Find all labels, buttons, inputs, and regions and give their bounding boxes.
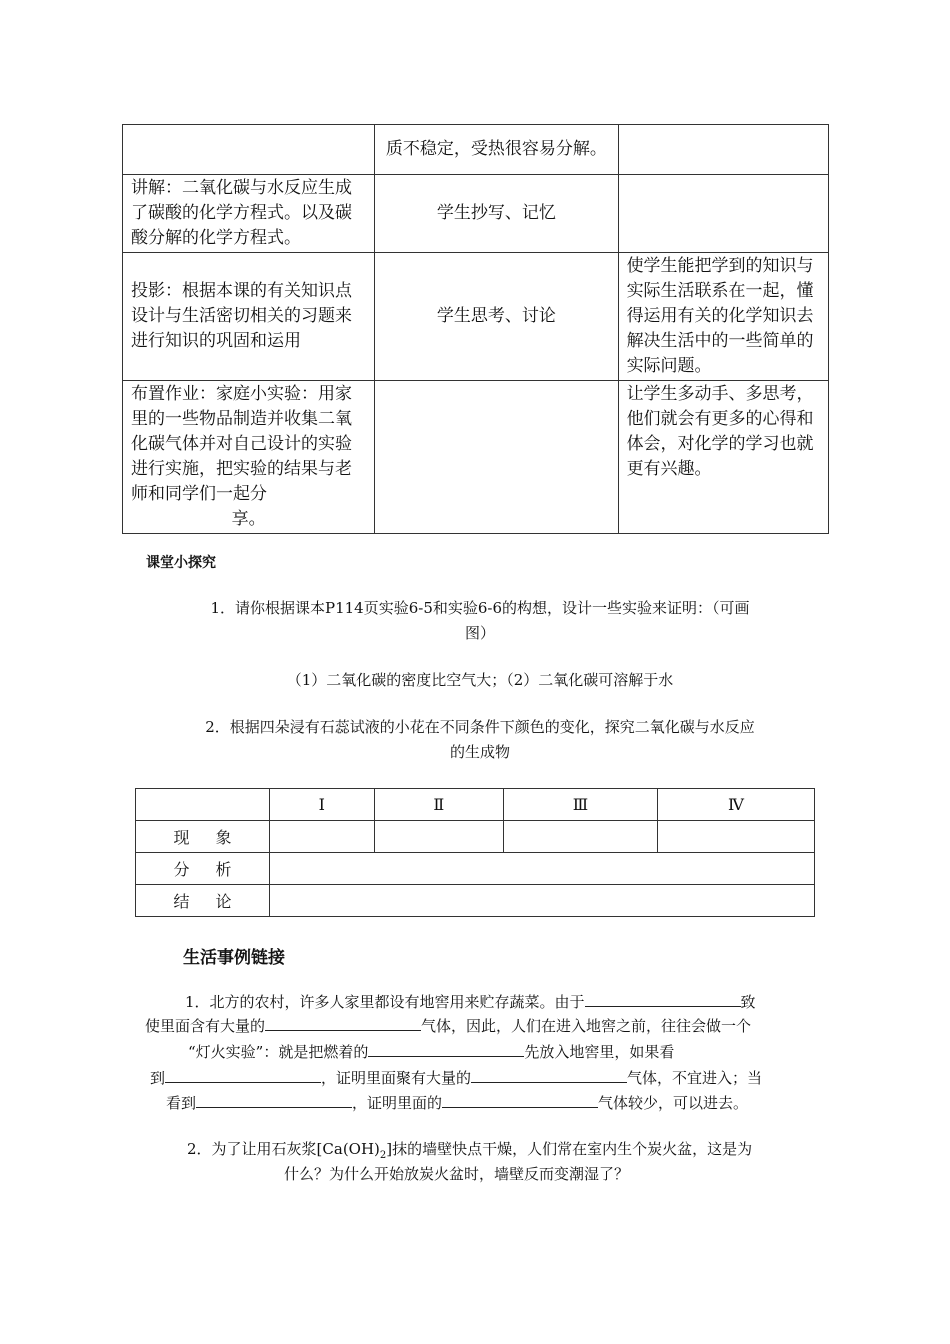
table-row xyxy=(136,885,815,917)
table-row xyxy=(123,125,829,175)
teacher-cell: 投影：根据本课的有关知识点设计与生活密切相关的习题来进行知识的巩固和运用 xyxy=(123,253,375,381)
question-1-line: 1．请你根据课本P114页实验6-5和实验6-6的构想，设计一些实验来证明：（可画 xyxy=(210,599,750,617)
answer-cell[interactable] xyxy=(657,821,814,853)
answer-cell[interactable] xyxy=(374,821,503,853)
paragraph-line: 什么？为什么开始放炭火盆时，墙壁反而变潮湿了？ xyxy=(284,1165,630,1183)
paragraph-line: 看到 ，证明里面的 气体较少，可以进去。 xyxy=(166,1091,748,1116)
column-header: Ⅲ xyxy=(503,789,657,821)
question-2-line: 2．根据四朵浸有石蕊试液的小花在不同条件下颜色的变化，探究二氧化碳与水反应 xyxy=(205,718,755,736)
table-row xyxy=(136,821,815,853)
column-header: Ⅰ xyxy=(270,789,375,821)
question-1 xyxy=(140,596,820,646)
teacher-cell xyxy=(123,125,375,175)
column-header: Ⅳ xyxy=(657,789,814,821)
row-header: 现象 xyxy=(136,821,270,853)
question-1-line: 图） xyxy=(464,624,495,642)
answer-cell[interactable] xyxy=(503,821,657,853)
fill-blank[interactable] xyxy=(585,990,741,1007)
paragraph-line: 到 ，证明里面聚有大量的 气体，不宜进入；当 xyxy=(150,1066,762,1091)
paragraph-line: 2．为了让用石灰浆$[Ca(OH)_2]$抹的墙壁快点干燥，人们常在室内生个炭火盆，这是为 xyxy=(187,1140,753,1161)
teacher-text: 布置作业：家庭小实验：用家里的一些物品制造并收集二氧化碳气体并对自己设计的实验进行实施，把实验的结果与老师和同学们一起分 xyxy=(131,384,352,504)
question-2 xyxy=(140,715,820,765)
purpose-cell: 让学生多动手、多思考，他们就会有更多的心得和体会，对化学的学习也就更有兴趣。 xyxy=(618,381,828,534)
table-row xyxy=(123,381,829,534)
answer-cell[interactable] xyxy=(270,885,815,917)
purpose-cell xyxy=(618,125,828,175)
question-2-line: 的生成物 xyxy=(449,743,510,761)
table-row xyxy=(123,253,829,381)
fill-blank[interactable] xyxy=(442,1091,598,1108)
fill-blank[interactable] xyxy=(196,1091,352,1108)
section-heading: 生活事例链接 xyxy=(183,948,285,968)
teacher-cell xyxy=(123,381,375,534)
row-header: 分析 xyxy=(136,853,270,885)
answer-cell[interactable] xyxy=(270,821,375,853)
fill-blank[interactable] xyxy=(165,1066,321,1083)
table-header-row xyxy=(136,789,815,821)
flower-table xyxy=(135,788,815,917)
table-row xyxy=(123,175,829,253)
lesson-table xyxy=(122,124,829,534)
purpose-cell: 使学生能把学到的知识与实际生活联系在一起，懂得运用有关的化学知识去解决生活中的一些简单的实际问题。 xyxy=(618,253,828,381)
row-header: 结论 xyxy=(136,885,270,917)
fill-blank[interactable] xyxy=(265,1014,421,1031)
teacher-cell: 讲解：二氧化碳与水反应生成了碳酸的化学方程式。以及碳酸分解的化学方程式。 xyxy=(123,175,375,253)
paragraph-line: 1．北方的农村，许多人家里都设有地窖用来贮存蔬菜。由于 致 xyxy=(185,990,756,1015)
paragraph-line: “灯火实验”：就是把燃着的 先放入地窖里，如果看 xyxy=(188,1040,674,1065)
student-cell: 学生抄写、记忆 xyxy=(375,175,618,253)
corner-cell xyxy=(136,789,270,821)
fill-blank[interactable] xyxy=(471,1066,627,1083)
section-heading: 课堂小探究 xyxy=(146,555,216,571)
student-cell xyxy=(375,381,618,534)
purpose-cell xyxy=(618,175,828,253)
column-header: Ⅱ xyxy=(374,789,503,821)
fill-blank[interactable] xyxy=(368,1040,524,1057)
table-row xyxy=(136,853,815,885)
student-cell: 学生思考、讨论 xyxy=(375,253,618,381)
answer-cell[interactable] xyxy=(270,853,815,885)
question-1-sub: （1）二氧化碳的密度比空气大；（2）二氧化碳可溶解于水 xyxy=(286,671,674,689)
teacher-text-last: 享。 xyxy=(231,509,266,529)
paragraph-line: 使里面含有大量的 气体，因此，人们在进入地窖之前，往往会做一个 xyxy=(145,1014,751,1039)
student-cell: 质不稳定，受热很容易分解。 xyxy=(375,125,618,175)
